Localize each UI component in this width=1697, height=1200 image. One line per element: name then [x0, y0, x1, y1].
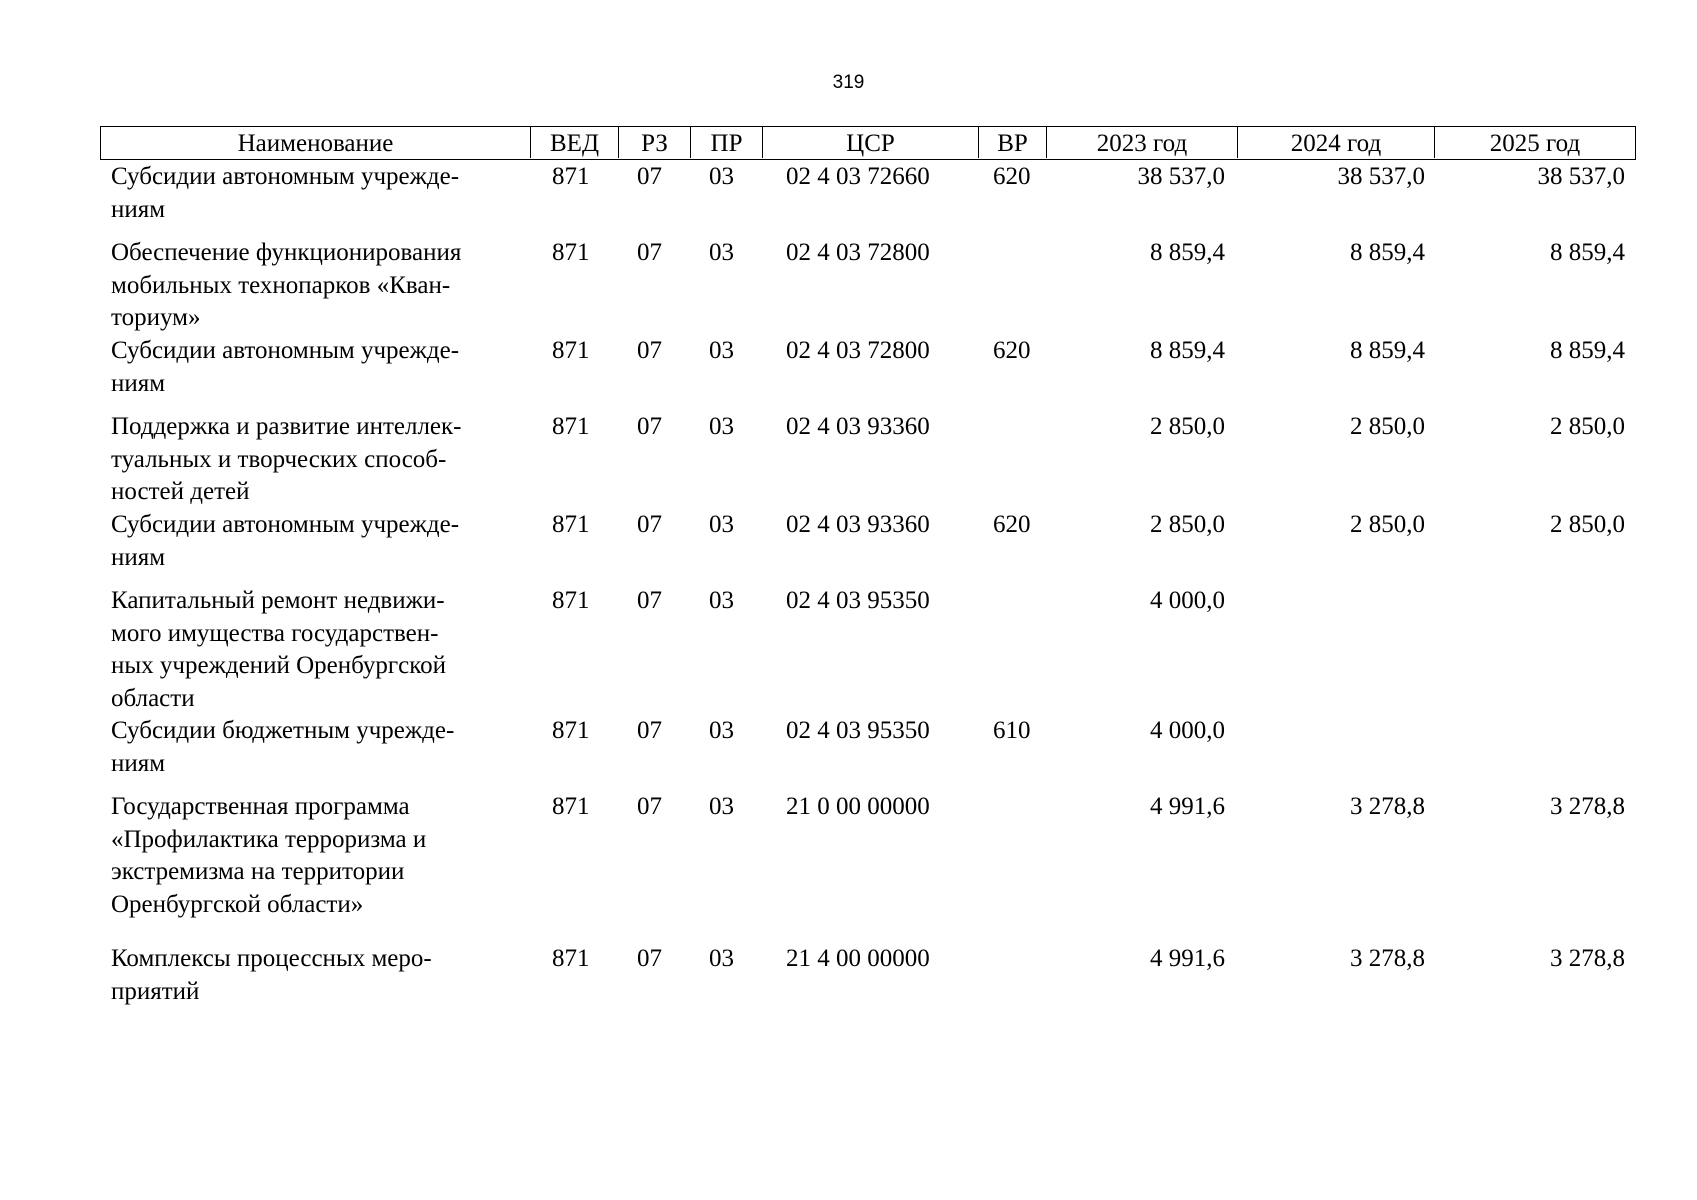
name-line: ниям — [111, 369, 166, 397]
cell-rz: 07 — [637, 511, 662, 538]
cell-name — [111, 411, 531, 509]
header-2023: 2023 год — [1047, 127, 1238, 158]
cell-2024: 2 850,0 — [1350, 511, 1425, 538]
cell-2023: 4 991,6 — [1150, 793, 1225, 820]
cell-vr: 620 — [993, 163, 1031, 190]
cell-ved: 871 — [552, 413, 590, 440]
cell-csr: 02 4 03 72660 — [786, 163, 930, 190]
name-line: Субсидии автономным учрежде- — [111, 337, 460, 364]
name-line: «Профилактика терроризма и — [111, 825, 427, 853]
header-2025: 2025 год — [1489, 130, 1581, 157]
cell-name — [111, 161, 531, 226]
cell-csr: 02 4 03 95350 — [786, 587, 930, 614]
cell-2023: 8 859,4 — [1150, 239, 1225, 266]
cell-2024: 2 850,0 — [1350, 413, 1425, 440]
name-line: мобильных технопарков «Кван- — [111, 271, 451, 299]
name-line: приятий — [111, 977, 200, 1005]
cell-2024: 8 859,4 — [1350, 239, 1425, 266]
cell-vr: 620 — [993, 337, 1031, 364]
name-line: ниям — [111, 195, 166, 223]
cell-vr: 610 — [993, 717, 1031, 744]
cell-ved: 871 — [552, 163, 590, 190]
cell-pr: 03 — [709, 717, 734, 744]
cell-name — [111, 335, 531, 400]
header-name: Наименование — [101, 127, 531, 158]
cell-ved: 871 — [552, 793, 590, 820]
cell-pr: 03 — [709, 337, 734, 364]
cell-csr: 02 4 03 93360 — [786, 511, 930, 538]
cell-2025: 38 537,0 — [1537, 163, 1625, 190]
name-line: Обеспечение функционирования — [111, 239, 462, 266]
name-line: туальных и творческих способ- — [111, 445, 447, 473]
header-csr: ЦСР — [763, 127, 979, 158]
name-line: Субсидии автономным учрежде- — [111, 511, 460, 538]
name-line: области — [111, 684, 195, 712]
cell-csr: 21 4 00 00000 — [786, 945, 930, 972]
name-line: ных учреждений Оренбургской — [111, 652, 446, 680]
header-rz: РЗ — [619, 127, 691, 158]
cell-ved: 871 — [552, 337, 590, 364]
cell-2023: 4 000,0 — [1150, 587, 1225, 614]
name-line: мого имущества государствен- — [111, 619, 439, 647]
cell-name — [111, 791, 531, 921]
cell-rz: 07 — [637, 717, 662, 744]
page-number: 319 — [832, 72, 865, 93]
name-line: Комплексы процессных меро- — [111, 945, 432, 972]
cell-2024: 8 859,4 — [1350, 337, 1425, 364]
cell-pr: 03 — [709, 511, 734, 538]
cell-name — [111, 585, 531, 715]
cell-2025: 3 278,8 — [1550, 945, 1625, 972]
cell-pr: 03 — [709, 239, 734, 266]
header-vr: ВР — [979, 127, 1047, 158]
cell-2025: 2 850,0 — [1550, 511, 1625, 538]
header-pr: ПР — [691, 127, 763, 158]
cell-ved: 871 — [552, 239, 590, 266]
header-2024: 2024 год — [1238, 127, 1435, 158]
cell-2024: 3 278,8 — [1350, 793, 1425, 820]
cell-vr: 620 — [993, 511, 1031, 538]
cell-name — [111, 237, 531, 335]
name-line: Субсидии автономным учрежде- — [111, 163, 460, 190]
cell-rz: 07 — [637, 587, 662, 614]
cell-ved: 871 — [552, 717, 590, 744]
cell-name — [111, 943, 531, 1008]
name-line: ностей детей — [111, 478, 250, 506]
cell-ved: 871 — [552, 945, 590, 972]
name-line: ниям — [111, 749, 166, 777]
name-line: ториум» — [111, 304, 201, 332]
name-line: Капитальный ремонт недвижи- — [111, 587, 445, 614]
cell-2024: 38 537,0 — [1337, 163, 1425, 190]
cell-pr: 03 — [709, 587, 734, 614]
cell-pr: 03 — [709, 413, 734, 440]
name-line: Государственная программа — [111, 793, 410, 820]
cell-2023: 8 859,4 — [1150, 337, 1225, 364]
cell-2025: 8 859,4 — [1550, 337, 1625, 364]
table-header — [100, 126, 1636, 160]
cell-2025: 2 850,0 — [1550, 413, 1625, 440]
cell-name — [111, 715, 531, 780]
cell-rz: 07 — [637, 793, 662, 820]
cell-csr: 21 0 00 00000 — [786, 793, 930, 820]
cell-rz: 07 — [637, 413, 662, 440]
cell-name — [111, 509, 531, 574]
cell-pr: 03 — [709, 793, 734, 820]
cell-rz: 07 — [637, 945, 662, 972]
cell-2024: 3 278,8 — [1350, 945, 1425, 972]
cell-csr: 02 4 03 93360 — [786, 413, 930, 440]
name-line: Поддержка и развитие интеллек- — [111, 413, 462, 440]
cell-2023: 4 991,6 — [1150, 945, 1225, 972]
header-ved: ВЕД — [531, 127, 619, 158]
cell-2023: 2 850,0 — [1150, 511, 1225, 538]
name-line: Оренбургской области» — [111, 890, 364, 918]
cell-csr: 02 4 03 72800 — [786, 337, 930, 364]
cell-ved: 871 — [552, 511, 590, 538]
cell-csr: 02 4 03 72800 — [786, 239, 930, 266]
cell-rz: 07 — [637, 337, 662, 364]
cell-rz: 07 — [637, 239, 662, 266]
name-line: экстремизма на территории — [111, 858, 405, 886]
cell-rz: 07 — [637, 163, 662, 190]
name-line: Субсидии бюджетным учрежде- — [111, 717, 455, 744]
cell-2025: 8 859,4 — [1550, 239, 1625, 266]
cell-pr: 03 — [709, 163, 734, 190]
cell-pr: 03 — [709, 945, 734, 972]
cell-2023: 2 850,0 — [1150, 413, 1225, 440]
cell-2025: 3 278,8 — [1550, 793, 1625, 820]
cell-ved: 871 — [552, 587, 590, 614]
cell-2023: 4 000,0 — [1150, 717, 1225, 744]
cell-2023: 38 537,0 — [1137, 163, 1225, 190]
name-line: ниям — [111, 543, 166, 571]
cell-csr: 02 4 03 95350 — [786, 717, 930, 744]
